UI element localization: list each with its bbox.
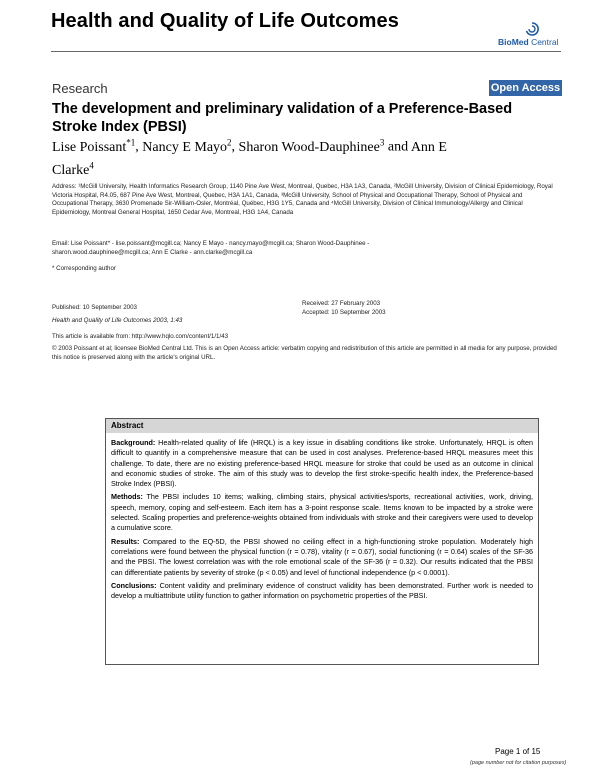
author-separator: , [135,139,143,155]
abstract-section-text: Compared to the EQ-5D, the PBSI showed no ceiling effect in a high-functioning stroke population. Moderately high correlations were found between the physical function (r = 0.78), vitality (r = 0.67), social functioning (r = 0.64) scales of the SF-36 and the PBSI. The lowest correlation was with the role emotional scale of the SF-36 (r = 0.32). Our results indicated that the PBSI can differentiate patients by severity of stroke (p < 0.05) and level of functional independence (p < 0.0001). [111,536,533,577]
author-affiliation: *1 [126,137,136,147]
published-date: Published: 10 September 2003 [52,304,137,311]
article-section: Research [52,81,108,96]
abstract-heading: Abstract [106,419,538,433]
abstract-methods [111,492,533,533]
author-affiliation: 3 [379,137,385,147]
publisher-name [498,37,558,47]
abstract-section-text: Health-related quality of life (HRQL) is a key issue in disabling conditions like stroke. Unfortunately, HRQL is often difficult to quantify in a comprehensive measure that can be used in cost analyses. Preference-based HRQL measures meet this challenge. To date, there are no existing preference-based HRQL measure for stroke that could be used as an outcome in clinical and economic studies of stroke. The aim of this study was to develop the first stroke-specific health index, the Preference-based Stroke Index (PBSI). [111,438,533,489]
corresponding-author-note: * Corresponding author [52,265,116,272]
author-emails[interactable]: Email: Lise Poissant* - lise.poissant@mcgill.ca; Nancy E Mayo - nancy.mayo@mcgill.ca; Sharon Wood-Dauphinee - sharon.wood.dauphinee@mcgill.ca; Ann E Clarke - ann.clarke@mcgill.ca [52,240,370,256]
copyright-notice: © 2003 Poissant et al; licensee BioMed Central Ltd. This is an Open Access article: verbatim copying and redistribution of this article are permitted in all media for any purpose, provided this notice is preserved along with the article's original URL. [52,345,557,361]
review-dates [302,300,502,317]
abstract-results [111,537,533,578]
received-date: Received: 27 February 2003 [302,300,381,307]
article-title: The development and preliminary validation of a Preference-Based Stroke Index (PBSI) [52,101,513,135]
accepted-date: Accepted: 10 September 2003 [302,308,386,316]
page-number: Page 1 of 15 [495,747,541,756]
citation: Health and Quality of Life Outcomes 2003, 1:43 [52,316,183,324]
author-list [52,133,492,180]
author-affiliation: 2 [227,137,232,147]
author-1[interactable] [52,137,136,155]
author-name: Ann E Clarke [52,139,447,179]
abstract-section-text: Content validity and preliminary evidence of construct validity has been demonstrated. Further work is needed to develop a multiattribute utility function to gather information on psychometric properties of the PBSI. [111,580,533,601]
page-number-note: (page number not for citation purposes) [470,760,567,766]
publication-info [52,304,252,325]
author-name: Lise Poissant [52,139,127,155]
abstract-section-label: Results: [111,536,140,546]
author-name: Sharon Wood-Dauphinee [238,139,380,155]
biomed-central-logo[interactable] [498,22,568,50]
header-divider [51,51,561,52]
abstract-section-label: Background: [111,438,156,447]
author-3[interactable] [238,137,385,155]
abstract-box [105,418,539,665]
abstract-conclusions [111,581,533,602]
biomed-central-swirl-icon [525,22,539,36]
abstract-section-label: Conclusions: [111,580,157,590]
author-addresses: Address: ¹McGill University, Health Informatics Research Group, 1140 Pine Ave West, Montreal, Quebec, H3A 1A3, Canada, ²McGill University, Division of Clinical Epidemiology, Royal Victoria Hospital, R4.05, 687 Pine Ave West, Montreal, Quebec, H3A 1A1, Canada, ³McGill University, School of Physical and Occupational Therapy, School of Physical and Occupational Therapy, 3630 Promenade Sir-William-Osler, Montréal, Québec, H3G 1Y5, Canada and ⁴McGill University, Division of Clinical Immunology/Allergy and Clinical Epidemiology, Montreal General Hospital, 1650 Cedar Ave, Montreal, H3G 1A4, Canada [52,183,553,216]
author-separator: and [384,139,411,155]
article-url[interactable]: This article is available from: http://www.hqlo.com/content/1/1/43 [52,333,229,340]
publisher-biomed: BioMed [498,37,529,47]
author-2[interactable] [142,137,232,155]
author-name: Nancy E Mayo [142,139,228,155]
open-access-badge[interactable]: Open Access [490,82,561,94]
author-separator: , [231,139,239,155]
journal-title: Health and Quality of Life Outcomes [51,10,399,32]
publisher-central: Central [528,37,559,47]
abstract-section-text: The PBSI includes 10 items; walking, climbing stairs, physical activities/sports, recreational activities, work, driving, speech, memory, coping and self-esteem. Each item has a 3-point response scale. Items known to be impacted by a stroke were selected. Scaling properties and preference-weights obtained from individuals with stroke and their caregivers were used to develop a cumulative score. [111,492,533,533]
abstract-body [111,438,533,604]
author-affiliation: 4 [89,160,94,171]
abstract-background [111,438,533,489]
abstract-section-label: Methods: [111,492,143,502]
